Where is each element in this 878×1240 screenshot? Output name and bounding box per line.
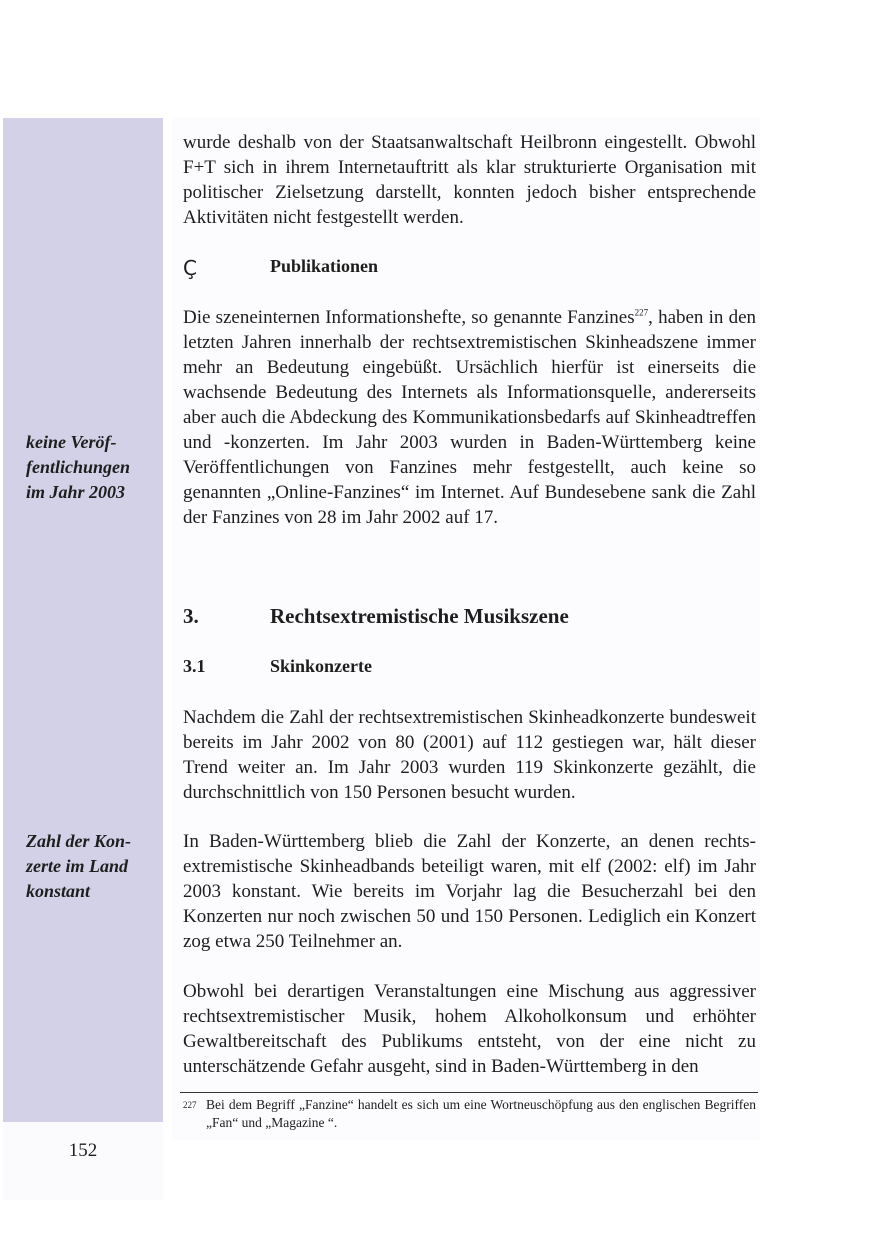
footnote-number: 227: [183, 1100, 197, 1110]
paragraph-text: Die szeneinternen Informationshefte, so genannte Fanzines: [183, 307, 635, 328]
margin-note-line: im Jahr 2003: [26, 482, 126, 502]
subheading-title: Publikationen: [270, 256, 379, 276]
margin-note-line: fentlichungen: [26, 457, 131, 477]
paragraph-text: , haben in den letzten Jahren innerhalb der rechtsextremistischen Skinheadszene immer mehr an Bedeutung eingebüßt. Ursächlich hierfür ist einerseits die wachsende Bedeutung des Internets als Informationsquelle, andererseits aber auch die Abdeckung des Kommunikationsbedarfs auf Skinheadtreffen und -konzerten. Im Jahr 2003 wurden in Baden-Württemberg keine Veröffentlichungen von Fanzines mehr festgestellt, auch keine so genannten „Online-Fanzines“ im Internet. Auf Bundesebene sank die Zahl der Fanzines von 28 im Jahr 2002 auf 17.: [183, 307, 756, 528]
footnote-divider: [180, 1092, 758, 1093]
paragraph-4: In Baden-Württemberg blieb die Zahl der Konzerte, an denen rechtsextremistische Skinheadbands beteiligt waren, mit elf (2002: elf) im Jahr 2003 konstant. Wie bereits im Vorjahr lag die Besucherzahl bei den Konzerten nur noch zwischen 50 und 150 Personen. Lediglich ein Konzert zog etwa 250 Teilnehmer an.: [183, 831, 756, 952]
margin-sidebar: [3, 118, 163, 1122]
paragraph-2: [183, 305, 756, 530]
margin-note-concerts: [26, 829, 156, 904]
section-number: 3.: [183, 604, 199, 628]
section-title: Rechtsextremistische Musikszene: [270, 604, 569, 628]
bullet-icon: Ç: [183, 256, 197, 280]
page-number: 152: [68, 1140, 98, 1161]
margin-note-line: Zahl der Kon-: [26, 831, 132, 851]
footnote-reference: 227: [634, 307, 649, 318]
section-title: Skinkonzerte: [270, 656, 373, 676]
footnote-text: Bei dem Begriff „Fanzine“ handelt es sich um eine Wortneuschöpfung aus den englischen Begriffen „Fan“ und „Magazine “.: [206, 1097, 756, 1130]
margin-note-publications: [26, 430, 156, 505]
section-heading-3: [183, 604, 756, 632]
margin-note-line: konstant: [26, 881, 91, 901]
margin-note-line: zerte im Land: [26, 856, 128, 876]
margin-note-line: keine Veröf-: [26, 432, 117, 452]
paragraph-1: wurde deshalb von der Staatsanwaltschaft Heilbronn eingestellt. Obwohl F+T sich in ihrem Internetauftritt als klar strukturierte Organisation mit politischer Zielsetzung darstellt, konnten jedoch bisher entsprechende Aktivitäten nicht festgestellt werden.: [183, 132, 756, 228]
paragraph-5: Obwohl bei derartigen Veranstaltungen eine Mischung aus aggressiver rechtsextremistischer Musik, hohem Alkoholkonsum und erhöhter Gewaltbereitschaft des Publikums entsteht, von der eine nicht zu unterschätzende Gefahr ausgeht, sind in Baden-Württemberg in den: [183, 981, 756, 1077]
footnote: [183, 1096, 756, 1132]
paragraph-3: Nachdem die Zahl der rechtsextremistischen Skinheadkonzerte bundesweit bereits im Jahr 2002 von 80 (2001) auf 112 gestiegen war, hält dieser Trend weiter an. Im Jahr 2003 wurden 119 Skinkonzerte gezählt, die durchschnittlich von 150 Personen besucht wurden.: [183, 707, 756, 803]
page-footer: [3, 1122, 163, 1200]
section-heading-3-1: [183, 656, 756, 680]
section-number: 3.1: [183, 656, 206, 676]
subheading-publikationen: [183, 256, 756, 280]
